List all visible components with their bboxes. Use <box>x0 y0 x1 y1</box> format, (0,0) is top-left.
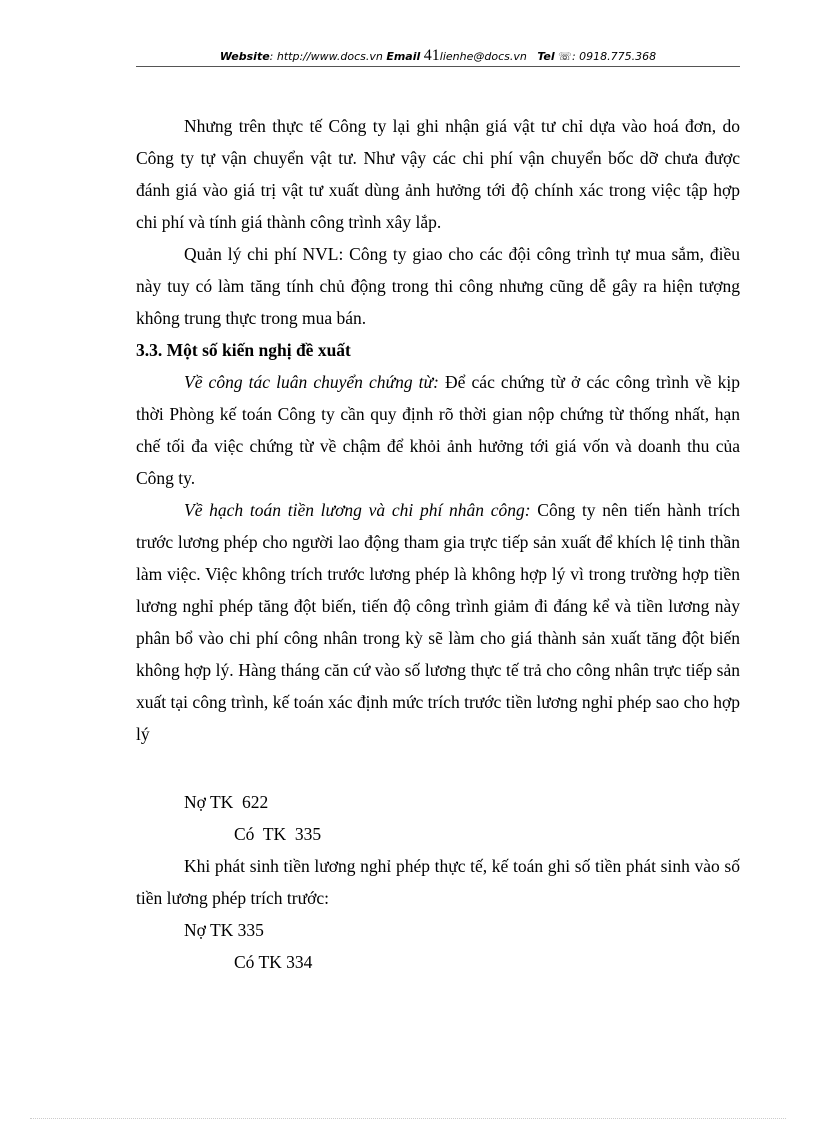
tel-value: : 0918.775.368 <box>571 50 657 63</box>
website-label: Website <box>219 50 270 63</box>
paragraph-4-lead: Về hạch toán tiền lương và chi phí nhân công: <box>184 500 531 520</box>
paragraph-2: Quản lý chi phí NVL: Công ty giao cho các đội công trình tự mua sắm, điều này tuy có làm tăng tính chủ động trong thi công nhưng cũng dễ gây ra hiện tượng không trung thực trong mua bán. <box>136 244 740 328</box>
paragraph-4 <box>136 494 740 750</box>
email-label: Email <box>386 50 421 63</box>
tel-label: Tel <box>537 50 555 63</box>
entry-2-credit: Có TK 334 <box>234 952 313 972</box>
email-value: lienhe@docs.vn <box>439 50 527 63</box>
phone-icon: ☏ <box>558 50 572 63</box>
footer-divider <box>30 1118 786 1119</box>
paragraph-4-text: Công ty nên tiến hành trích trước lương phép cho người lao động tham gia trực tiếp sản xuất để khích lệ tinh thần làm việc. Việc không trích trước lương phép là không hợp lý vì trong trường hợp tiền lương nghỉ phép tăng đột biến, tiến độ công trình giảm đi đáng kể và tiền lương này phân bổ vào chi phí công nhân trong kỳ sẽ làm cho giá thành sản xuất tăng đột biến không hợp lý. Hàng tháng căn cứ vào số lương thực tế trả cho công nhân trực tiếp sản xuất tại công trình, kế toán xác định mức trích trước tiền lương nghỉ phép sao cho hợp lý <box>136 500 740 744</box>
document-body <box>136 110 740 750</box>
closing-paragraph <box>136 850 740 914</box>
entry-1-credit: Có TK 335 <box>234 824 322 844</box>
paragraph-3 <box>136 366 740 494</box>
section-heading: 3.3. Một số kiến nghị đề xuất <box>136 340 351 360</box>
entry-2-debit: Nợ TK 335 <box>184 920 264 940</box>
paragraph-3-lead: Về công tác luân chuyển chứng từ: <box>184 372 439 392</box>
paragraph-3-text: Để các chứng từ ở các công trình về kịp thời Phòng kế toán Công ty cần quy định rõ thời gian nộp chứng từ thống nhất, hạn chế tối đa việc chứng từ về chậm để khỏi ảnh hưởng tới giá vốn và doanh thu của Công ty. <box>136 372 740 488</box>
paragraph-1: Nhưng trên thực tế Công ty lại ghi nhận giá vật tư chỉ dựa vào hoá đơn, do Công ty tự vận chuyển vật tư. Như vậy các chi phí vận chuyển bốc dỡ chưa được đánh giá vào giá trị vật tư xuất dùng ảnh hưởng tới độ chính xác trong việc tập hợp chi phí và tính giá thành công trình xây lắp. <box>136 116 740 232</box>
entry-1-debit: Nợ TK 622 <box>184 792 269 812</box>
paragraph-5: Khi phát sinh tiền lương nghỉ phép thực tế, kế toán ghi số tiền phát sinh vào số tiền lương phép trích trước: <box>136 856 740 908</box>
website-value: : http://www.docs.vn <box>269 50 383 63</box>
page-header <box>136 48 740 67</box>
page-number: 41 <box>423 47 440 64</box>
